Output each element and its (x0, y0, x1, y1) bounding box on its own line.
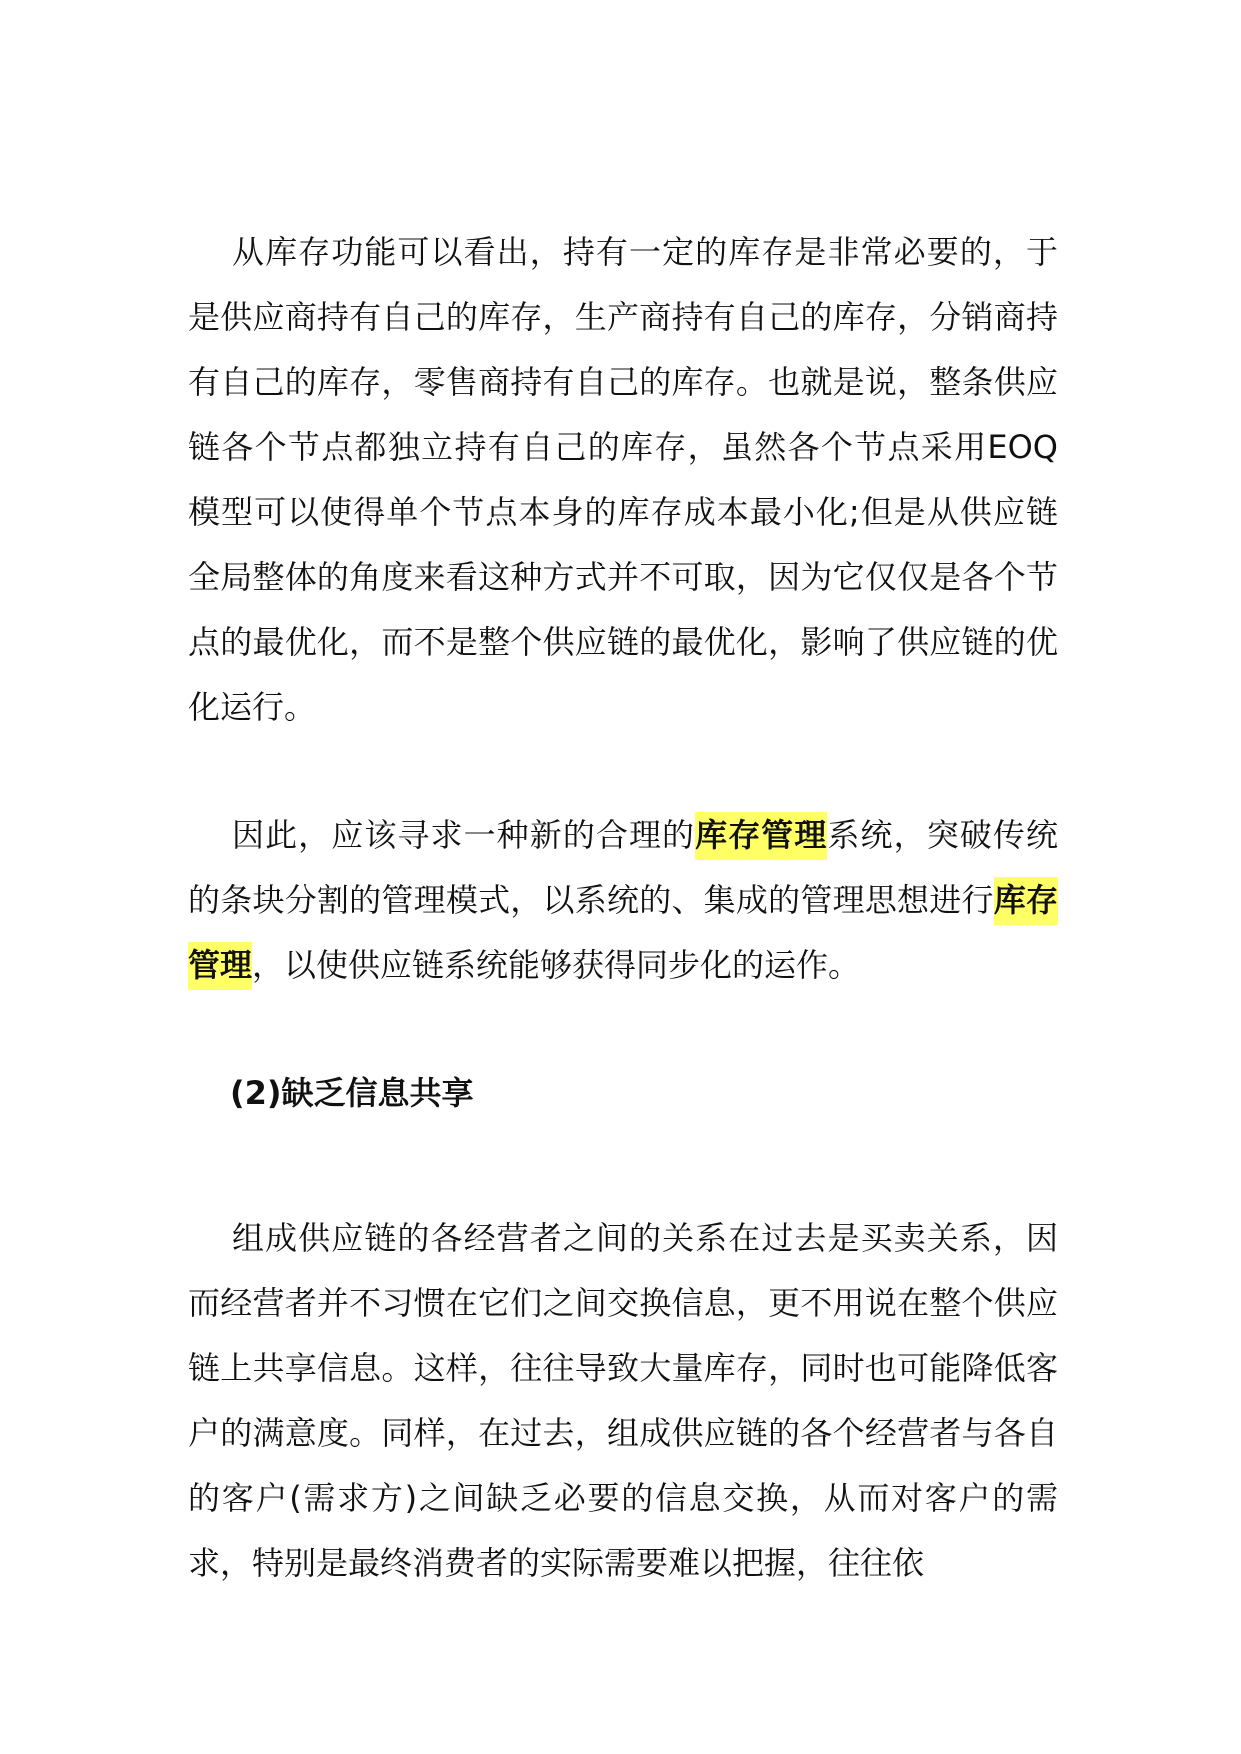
paragraph-text: 因此，应该寻求一种新的合理的 (232, 816, 696, 854)
paragraph-text: 系统，突破传统的条块分割的管理模式，以系统的、集成的管理思想进行 (188, 816, 1058, 919)
section-heading: (2)缺乏信息共享 (230, 1074, 474, 1112)
highlighted-keyword: 库存管理 (188, 877, 1058, 990)
paragraph-information-sharing: 组成供应链的各经营者之间的关系在过去是买卖关系，因而经营者并不习惯在它们之间交换信息，更不用说在整个供应链上共享信息。这样，往往导致大量库存，同时也可能降低客户的满意度。同样，在过去，组成供应链的各个经营者与各自的客户(需求方)之间缺乏必要的信息交换，从而对客户的需求，特别是最终消费者的实际需要难以把握，往往依 (188, 1219, 1058, 1582)
paragraph-new-inventory-system (188, 803, 1058, 998)
paragraph-text: ，以使供应链系统能够获得同步化的运作。 (252, 946, 861, 984)
paragraph-inventory-function: 从库存功能可以看出，持有一定的库存是非常必要的，于是供应商持有自己的库存，生产商持有自己的库存，分销商持有自己的库存，零售商持有自己的库存。也就是说，整条供应链各个节点都独立持有自己的库存，虽然各个节点采用EOQ 模型可以使得单个节点本身的库存成本最小化;但是从供应链全局整体的角度来看这种方式并不可取，因为它仅仅是各个节点的最优化，而不是整个供应链的最优化，影响了供应链的优化运行。 (188, 233, 1058, 726)
highlighted-keyword: 库存管理 (695, 812, 827, 860)
